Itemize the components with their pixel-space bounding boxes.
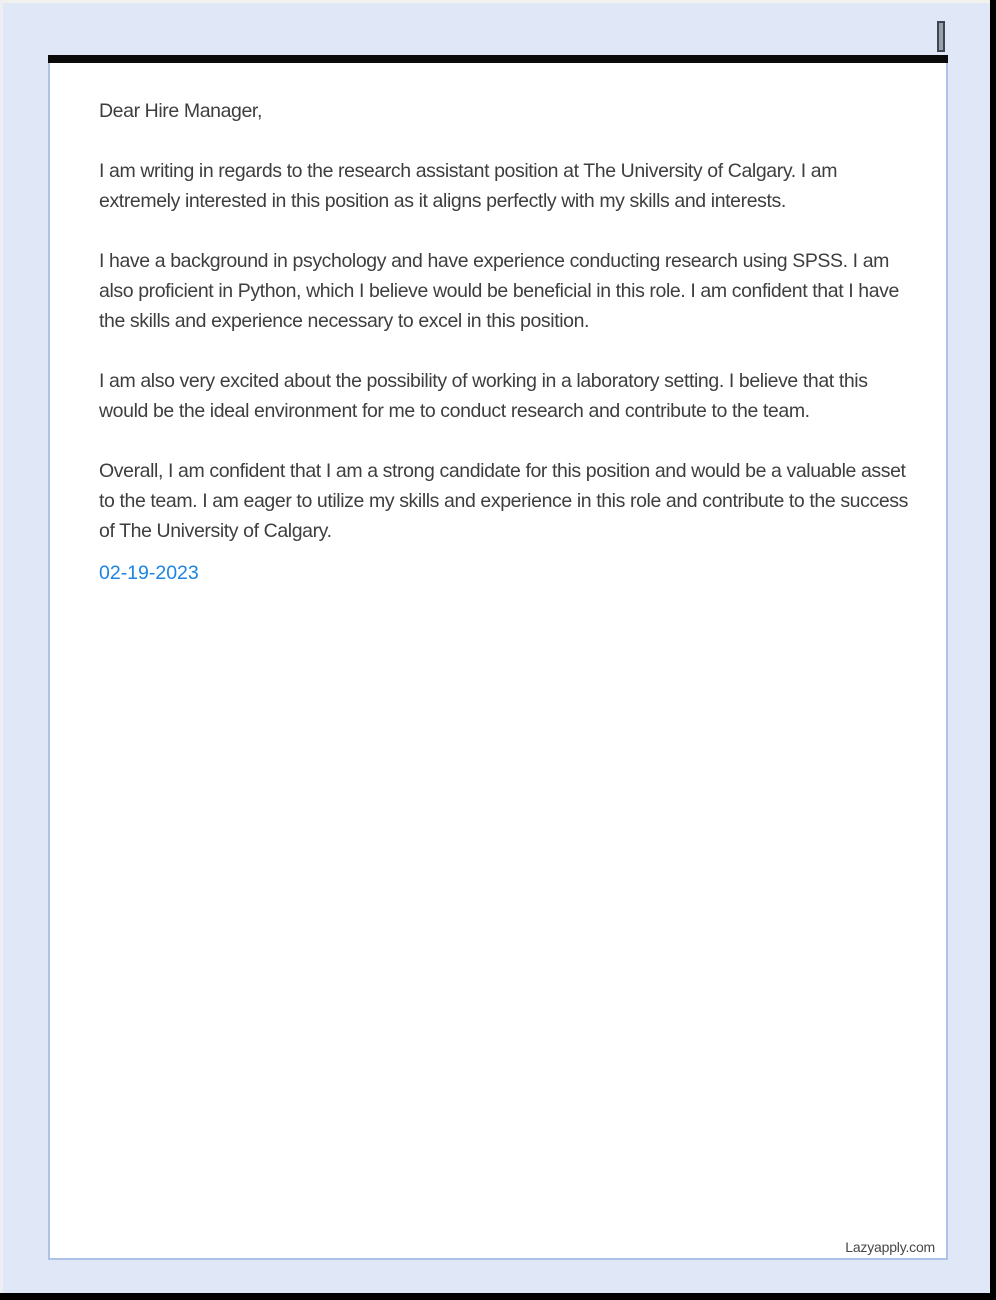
letter-paragraph: I have a background in psychology and have experience conducting research using SPSS. I am also proficient in Python, which I believe would be beneficial in this role. I am confident that I have the skills and experience necessary to excel in this position. [99,250,899,332]
window-edge-left [0,0,3,1300]
window-edge-bottom [0,1293,996,1300]
window-edge-right [990,0,996,1300]
salutation-text: Dear Hire Manager, [99,100,262,122]
watermark-text: Lazyapply.com [845,1239,935,1255]
window-edge-top [0,0,996,3]
letter-paragraph: I am also very excited about the possibility of working in a laboratory setting. I believe that this would be the ideal environment for me to conduct research and contribute to the team. [99,370,868,422]
letter-paragraph: Overall, I am confident that I am a strong candidate for this position and would be a valuable asset to the team. I am eager to utilize my skills and experience in this role and contribute to the success of The University of Calgary. [99,460,908,542]
date-link[interactable]: 02-19-2023 [99,562,199,584]
letter-content [50,55,956,588]
vertical-scrollbar-thumb-icon[interactable] [937,21,945,52]
letter-paragraph: I am writing in regards to the research assistant position at The University of Calgary. I am extremely interested in this position as it aligns perfectly with my skills and interests. [99,160,838,212]
letter-page [48,55,948,1260]
